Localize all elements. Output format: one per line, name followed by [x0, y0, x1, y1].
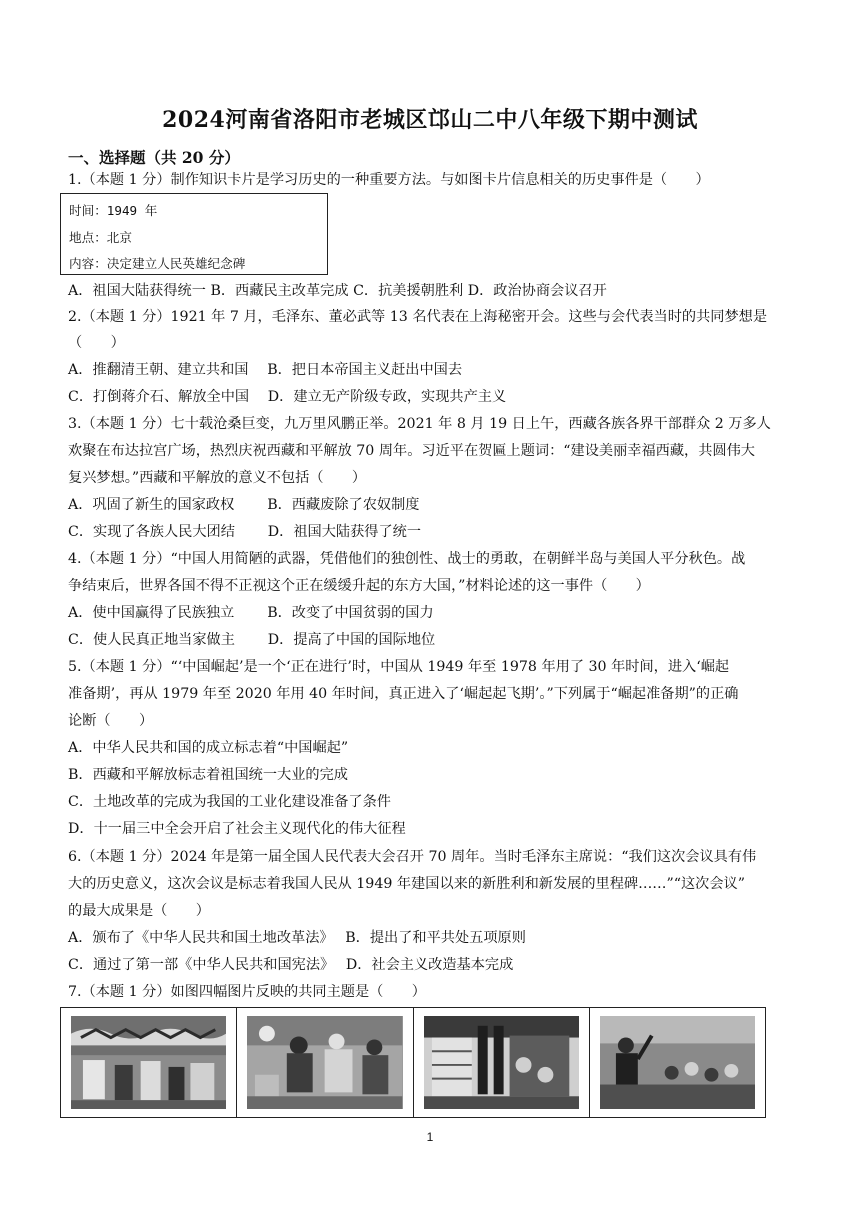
question-5-stem-line-2: 准备期’，再从 1979 年至 2020 年用 40 年时间，真正进入了‘崛起起飞期’。”下列属于“崛起准备期”的正确: [68, 686, 739, 702]
card-line-place: 地点：北京: [69, 230, 132, 245]
card-line-content: 内容：决定建立人民英雄纪念碑: [69, 256, 246, 271]
question-3-options-ab: A．巩固了新生的国家政权 B．西藏废除了农奴制度: [68, 497, 420, 513]
question-2-options-ab: A．推翻清王朝、建立共和国 B．把日本帝国主义赶出中国去: [68, 362, 463, 378]
question-3-stem-line-2: 欢聚在布达拉宫广场，热烈庆祝西藏和平解放 70 周年。习近平在贺匾上题词：“建设美丽幸福西藏，共圆伟大: [68, 443, 755, 459]
photo-4-speech-crowd: [600, 1016, 755, 1109]
question-6-options-cd: C．通过了第一部《中华人民共和国宪法》 D．社会主义改造基本完成: [68, 957, 514, 973]
section-heading: 一、选择题（共 20 分）: [68, 148, 240, 167]
question-3-stem-line-1: 3.（本题 1 分）七十载沧桑巨变，九万里风鹏正举。2021 年 8 月 19 日上午，西藏各族各界干部群众 2 万多人: [68, 416, 771, 432]
photo-cell-3: [414, 1008, 590, 1117]
question-2-options-cd: C．打倒蒋介石、解放全中国 D．建立无产阶级专政，实现共产主义: [68, 389, 507, 405]
question-6-stem-line-2: 大的历史意义，这次会议是标志着我国人民从 1949 年建国以来的新胜利和新发展的里程碑……”“这次会议”: [68, 876, 745, 892]
question-2-stem-line-1: 2.（本题 1 分）1921 年 7 月，毛泽东、董必武等 13 名代表在上海秘密开会。这些与会代表当时的共同梦想是: [68, 309, 768, 325]
question-3-options-cd: C．实现了各族人民大团结 D．祖国大陆获得了统一: [68, 524, 422, 540]
question-4-options-cd: C．使人民真正地当家做主 D．提高了中国的国际地位: [68, 632, 436, 648]
question-3-stem-line-3: 复兴梦想。”西藏和平解放的意义不包括（ ）: [68, 470, 367, 486]
question-5-option-c: C．土地改革的完成为我国的工业化建设准备了条件: [68, 794, 391, 810]
knowledge-card: [60, 193, 328, 275]
question-6-stem-line-1: 6.（本题 1 分）2024 年是第一届全国人民代表大会召开 70 周年。当时毛泽东主席说：“我们这次会议具有伟: [68, 849, 757, 865]
page-number: 1: [426, 1130, 434, 1144]
question-5-option-a: A．中华人民共和国的成立标志着“中国崛起”: [68, 740, 349, 756]
photo-table: [60, 1007, 766, 1118]
photo-cell-2: [237, 1008, 413, 1117]
photo-cell-1: [61, 1008, 237, 1117]
question-4-stem-line-2: 争结束后，世界各国不得不正视这个正在缓缓升起的东方大国，”材料论述的这一事件（ ）: [68, 578, 650, 594]
photo-1-banner-crowd: [71, 1016, 226, 1109]
photo-2-people-gathering: [247, 1016, 402, 1109]
question-5-stem-line-1: 5.（本题 1 分）“‘中国崛起’是一个‘正在进行’时，中国从 1949 年至 1978 年用了 30 年时间，进入‘崛起: [68, 659, 730, 675]
question-1-stem: 1.（本题 1 分）制作知识卡片是学习历史的一种重要方法。与如图卡片信息相关的历史事件是（ ）: [68, 172, 710, 188]
question-1-options: A．祖国大陆获得统一 B．西藏民主改革完成 C．抗美援朝胜利 D．政治协商会议召开: [68, 283, 607, 299]
card-line-time: 时间：1949 年: [69, 203, 158, 218]
question-7-stem: 7.（本题 1 分）如图四幅图片反映的共同主题是（ ）: [68, 984, 426, 1000]
question-4-stem-line-1: 4.（本题 1 分）“中国人用简陋的武器，凭借他们的独创性、战士的勇敢，在朝鲜半岛与美国人平分秋色。战: [68, 551, 746, 567]
photo-cell-4: [590, 1008, 765, 1117]
question-5-option-b: B．西藏和平解放标志着祖国统一大业的完成: [68, 767, 348, 783]
question-6-stem-line-3: 的最大成果是（ ）: [68, 903, 210, 919]
question-6-options-ab: A．颁布了《中华人民共和国土地改革法》 B．提出了和平共处五项原则: [68, 930, 526, 946]
question-2-stem-line-2: （ ）: [68, 335, 125, 351]
question-4-options-ab: A．使中国赢得了民族独立 B．改变了中国贫弱的国力: [68, 605, 434, 621]
question-5-option-d: D．十一届三中全会开启了社会主义现代化的伟大征程: [68, 821, 406, 837]
question-5-stem-line-3: 论断（ ）: [68, 713, 154, 729]
page-title: 2024河南省洛阳市老城区邙山二中八年级下期中测试: [162, 107, 698, 133]
photo-3-goods-and-banners: [424, 1016, 579, 1109]
